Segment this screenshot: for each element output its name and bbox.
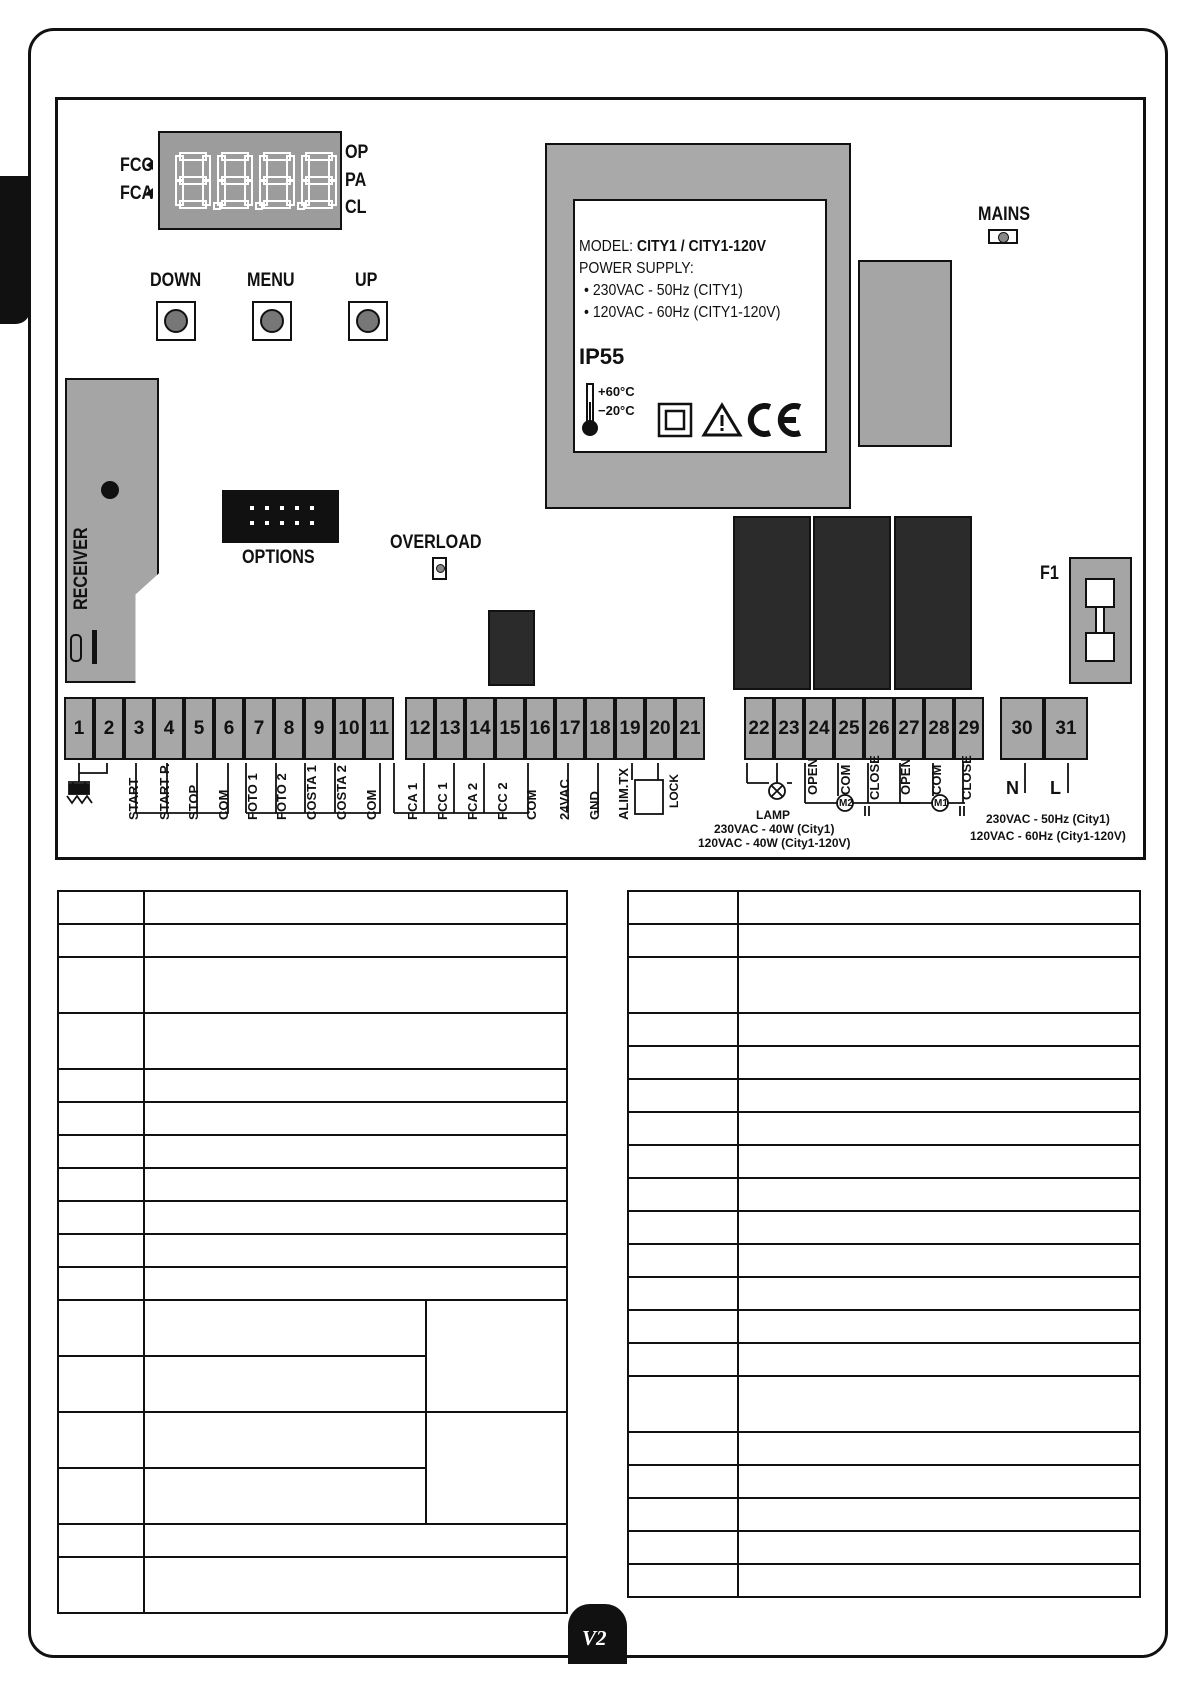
terminal-label: FCC 1 [435, 782, 450, 820]
terminal-label: COM [216, 789, 231, 820]
mains-led [988, 229, 1018, 244]
certification-marks [657, 401, 807, 439]
overload-label: OVERLOAD [390, 532, 482, 553]
terminal-label: FCA 2 [465, 782, 480, 820]
lock-label: LOCK [667, 774, 681, 808]
table-row [58, 1135, 567, 1168]
terminal-10: 10 [334, 697, 364, 760]
ip-rating: IP55 [579, 344, 625, 369]
table-row [58, 957, 567, 1013]
motor-terminal-label: CLOSE [959, 755, 974, 800]
table-row [628, 1531, 1140, 1564]
terminal-4: 4 [154, 697, 184, 760]
up-button[interactable] [348, 301, 388, 341]
table-row [628, 1112, 1140, 1145]
lamp-spec-2: 120VAC - 40W (City1-120V) [698, 836, 851, 850]
line-label: L [1050, 778, 1061, 798]
options-connector [222, 490, 339, 543]
terminal-label: START P. [157, 763, 172, 820]
neutral-label: N [1006, 778, 1019, 798]
display-label-cl: CL [345, 197, 367, 218]
terminal-21: 21 [675, 697, 705, 760]
terminal-9: 9 [304, 697, 334, 760]
options-label: OPTIONS [242, 547, 315, 568]
table-row [628, 1277, 1140, 1310]
terminal-label: GND [587, 791, 602, 820]
arrow-left-icon [146, 188, 153, 198]
supply-line-2: • 120VAC - 60Hz (CITY1-120V) [584, 304, 781, 321]
double-insulation-icon [659, 404, 691, 436]
table-row [628, 1465, 1140, 1498]
motor1-label: M1 [934, 798, 948, 809]
mains-spec-1: 230VAC - 50Hz (City1) [986, 812, 1110, 826]
relay-3 [894, 516, 972, 690]
component-chip [488, 610, 535, 686]
terminal-label: 24VAC [557, 779, 572, 820]
terminal-6: 6 [214, 697, 244, 760]
button-label-up: UP [355, 270, 378, 291]
table-row [58, 1234, 567, 1267]
display-label-fca: FCA [120, 183, 154, 204]
button-label-down: DOWN [150, 270, 202, 291]
terminal-26: 26 [864, 697, 894, 760]
motor-terminal-label: COM [838, 764, 853, 795]
table-row [628, 1079, 1140, 1112]
terminal-13: 13 [435, 697, 465, 760]
table-row [58, 891, 567, 924]
terminal-17: 17 [555, 697, 585, 760]
table-row [628, 891, 1140, 924]
seven-segment-digits [160, 133, 340, 228]
logo-text: V2 [582, 1626, 607, 1650]
terminal-14: 14 [465, 697, 495, 760]
motor-terminal-label: CLOSE [867, 755, 882, 800]
ce-mark-icon [751, 406, 770, 434]
display-label-op: OP [345, 142, 369, 163]
terminal-29: 29 [954, 697, 984, 760]
terminal-5: 5 [184, 697, 214, 760]
terminal-12: 12 [405, 697, 435, 760]
terminal-20: 20 [645, 697, 675, 760]
relay-1 [733, 516, 811, 690]
terminal-label: COM [524, 789, 539, 820]
terminal-label: FOTO 1 [245, 773, 260, 820]
terminal-label: ALIM.TX [616, 768, 631, 820]
table-row [628, 1564, 1140, 1597]
motor-terminal-label: OPEN [805, 758, 820, 795]
terminal-31: 31 [1044, 697, 1088, 760]
menu-button[interactable] [252, 301, 292, 341]
table-row [628, 1046, 1140, 1079]
table-row [58, 1168, 567, 1201]
motor-terminal-label: COM [929, 764, 944, 795]
capacitor-block [858, 260, 952, 447]
terminal-19: 19 [615, 697, 645, 760]
terminal-16: 16 [525, 697, 555, 760]
receiver-hole [101, 481, 119, 499]
power-supply-label: POWER SUPPLY: [579, 260, 694, 277]
connector-pins [222, 490, 339, 543]
terminal-28: 28 [924, 697, 954, 760]
terminal-3: 3 [124, 697, 154, 760]
display-label-fcc: FCC [120, 155, 154, 176]
temp-low: −20°C [598, 403, 635, 418]
terminal-18: 18 [585, 697, 615, 760]
mains-label: MAINS [978, 204, 1031, 225]
table-row [58, 1412, 567, 1468]
motor2-label: M2 [839, 798, 853, 809]
motor-terminal-label: OPEN [898, 758, 913, 795]
table-row [628, 1343, 1140, 1376]
table-row [58, 1557, 567, 1613]
table-row [58, 1300, 567, 1356]
table-row [58, 1267, 567, 1300]
model-line: MODEL: CITY1 / CITY1-120V [579, 238, 767, 255]
temp-high: +60°C [598, 384, 635, 399]
lamp-label: LAMP [756, 808, 790, 822]
button-label-menu: MENU [247, 270, 295, 291]
table-row [58, 1102, 567, 1135]
table-row [58, 1524, 567, 1557]
down-button[interactable] [156, 301, 196, 341]
terminal-7: 7 [244, 697, 274, 760]
brand-logo [568, 1604, 627, 1664]
terminal-label: COM [364, 789, 379, 820]
terminal-25: 25 [834, 697, 864, 760]
table-row [628, 1145, 1140, 1178]
table-row [628, 924, 1140, 957]
terminal-2: 2 [94, 697, 124, 760]
left-table [57, 890, 568, 1614]
table-row [628, 1376, 1140, 1432]
terminal-22: 22 [744, 697, 774, 760]
terminal-label: COSTA 1 [304, 765, 319, 820]
fuse-holder [1069, 557, 1132, 684]
terminal-23: 23 [774, 697, 804, 760]
table-row [628, 1432, 1140, 1465]
terminal-label: STOP [186, 784, 201, 820]
table-row [628, 1013, 1140, 1046]
fuse-label: F1 [1040, 563, 1059, 584]
receiver-label: RECEIVER [71, 527, 92, 610]
terminal-8: 8 [274, 697, 304, 760]
display-label-pa: PA [345, 170, 367, 191]
terminal-label: FCA 1 [405, 782, 420, 820]
receiver-bar [92, 630, 97, 664]
terminal-24: 24 [804, 697, 834, 760]
table-row [58, 1069, 567, 1102]
table-row [628, 1211, 1140, 1244]
relay-2 [813, 516, 891, 690]
terminal-label: START [126, 777, 141, 820]
table-row [628, 1310, 1140, 1343]
table-row [628, 1498, 1140, 1531]
side-tab [0, 176, 30, 324]
terminal-label: FOTO 2 [274, 773, 289, 820]
table-row [628, 1244, 1140, 1277]
segment-display [158, 131, 342, 230]
terminal-label: COSTA 2 [334, 765, 349, 820]
table-row [58, 1201, 567, 1234]
receiver-slot [70, 634, 82, 662]
terminal-30: 30 [1000, 697, 1044, 760]
table-row [628, 1178, 1140, 1211]
mains-spec-2: 120VAC - 60Hz (City1-120V) [970, 829, 1126, 843]
table-row [58, 924, 567, 957]
terminal-1: 1 [64, 697, 94, 760]
right-table [627, 890, 1141, 1598]
terminal-27: 27 [894, 697, 924, 760]
table-row [628, 957, 1140, 1013]
terminal-11: 11 [364, 697, 394, 760]
terminal-15: 15 [495, 697, 525, 760]
table-row [58, 1013, 567, 1069]
terminal-label: FCC 2 [495, 782, 510, 820]
arrow-left-icon [146, 160, 153, 170]
overload-led [432, 557, 447, 580]
lamp-spec-1: 230VAC - 40W (City1) [714, 822, 835, 836]
supply-line-1: • 230VAC - 50Hz (CITY1) [584, 282, 743, 299]
